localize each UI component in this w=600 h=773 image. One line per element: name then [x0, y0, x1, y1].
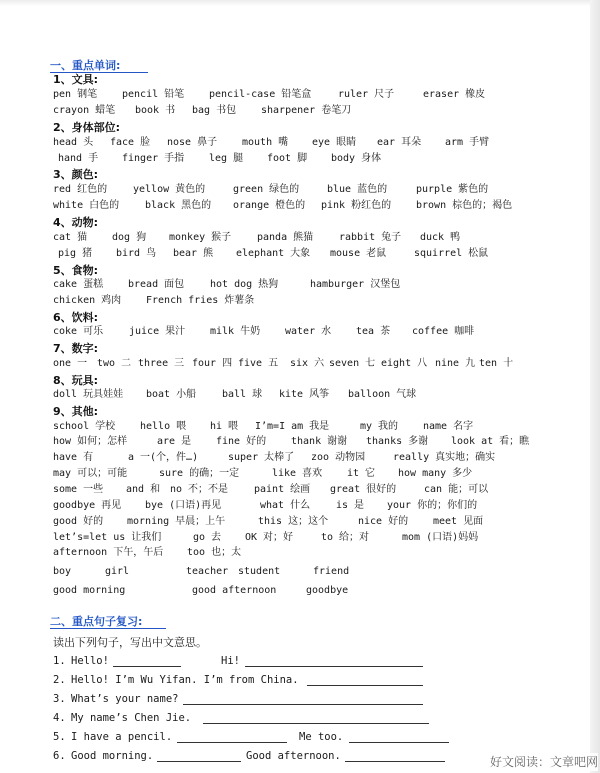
sentence-number: 4. — [53, 712, 66, 724]
section2-title-underline — [50, 628, 166, 629]
vocab-word: great 很好的 — [330, 484, 397, 495]
vocab-word: mouse 老鼠 — [330, 248, 387, 259]
vocab-line — [53, 482, 593, 498]
section2-instruction: 读出下列句子，写出中文意思。 — [53, 636, 207, 649]
vocab-word: boat 小船 — [146, 389, 197, 400]
sentence-text: Hi! — [221, 655, 240, 667]
vocab-word: hot dog 热狗 — [210, 279, 279, 290]
vocab-word: really 真实地；确实 — [393, 452, 496, 463]
vocab-word: and 和 — [126, 484, 161, 495]
vocab-word: four 四 — [192, 358, 233, 369]
sentence-number: 6. — [53, 750, 66, 762]
vocab-word: goodbye 再见 — [53, 500, 122, 511]
vocab-word: blue 蓝色的 — [327, 184, 388, 195]
vocab-word: ball 球 — [222, 389, 263, 400]
vocab-word: two 二 — [97, 358, 132, 369]
vocab-word: monkey 猴子 — [169, 232, 232, 243]
vocab-word: purple 紫色的 — [416, 184, 489, 195]
vocab-word: dog 狗 — [112, 232, 147, 243]
answer-blank[interactable] — [307, 685, 423, 686]
answer-blank[interactable] — [245, 666, 423, 667]
sentence-text: Good morning. — [71, 750, 154, 762]
vocab-word: boy — [53, 566, 72, 577]
vocab-word: I’m=I am 我是 — [255, 421, 330, 432]
vocab-word: kite 风筝 — [279, 389, 330, 400]
category-others-heading: 9、其他: — [53, 405, 99, 418]
sentence-text: Hello! I’m Wu Yifan. I’m from China. — [71, 674, 299, 686]
category-animals-heading: 4、动物: — [53, 216, 99, 229]
vocab-line — [53, 151, 593, 167]
vocab-line — [53, 545, 593, 561]
vocab-word: finger 手指 — [122, 153, 185, 164]
vocab-word: doll 玩具娃娃 — [53, 389, 124, 400]
vocab-line — [53, 182, 593, 198]
sentence-text: Me too. — [299, 731, 344, 743]
vocab-word: chicken 鸡肉 — [53, 295, 122, 306]
vocab-word: white 白色的 — [53, 200, 120, 211]
category-food-heading: 5、食物: — [53, 264, 99, 277]
vocab-word: how many 多少 — [398, 468, 473, 479]
category-toys-heading: 8、玩具: — [53, 374, 99, 387]
vocab-word: green 绿色的 — [233, 184, 300, 195]
vocab-word: pencil-case 铅笔盒 — [209, 89, 312, 100]
answer-blank[interactable] — [157, 761, 241, 762]
vocab-word: teacher — [186, 566, 229, 577]
vocab-word: mom (口语)妈妈 — [402, 532, 479, 543]
page-top-shadow — [0, 0, 600, 6]
vocab-word: leg 腿 — [209, 153, 244, 164]
vocab-word: bird 鸟 — [116, 248, 157, 259]
vocab-word: arm 手臂 — [445, 137, 490, 148]
vocab-line — [53, 198, 593, 214]
vocab-word: good 好的 — [53, 516, 104, 527]
category-drinks-heading: 6、饮料: — [53, 311, 99, 324]
section2-title — [50, 613, 142, 629]
sentence-number: 2. — [53, 674, 66, 686]
vocab-word: rabbit 兔子 — [339, 232, 402, 243]
sentence-number: 5. — [53, 731, 66, 743]
vocab-word: cake 蛋糕 — [53, 279, 104, 290]
vocab-word: bread 面包 — [128, 279, 185, 290]
answer-blank[interactable] — [349, 742, 449, 743]
vocab-word: let’s=let us 让我们 — [53, 532, 162, 543]
vocab-word: cat 猫 — [53, 232, 88, 243]
vocab-word: hello 喂 — [140, 421, 187, 432]
vocab-line — [53, 419, 593, 435]
vocab-line — [53, 277, 593, 293]
category-stationery-heading: 1、文具: — [53, 73, 99, 86]
vocab-line — [53, 324, 593, 340]
vocab-word: three 三 — [138, 358, 185, 369]
vocab-word: eraser 橡皮 — [423, 89, 486, 100]
vocab-word: my 我的 — [360, 421, 399, 432]
vocab-word: how 如何；怎样 — [53, 436, 128, 447]
vocab-word: thank 谢谢 — [291, 436, 348, 447]
vocab-line — [53, 135, 593, 151]
vocab-word: sharpener 卷笔刀 — [261, 105, 352, 116]
vocab-word: afternoon 下午，午后 — [53, 547, 164, 558]
site-watermark: 好文阅读：文章吧网 — [458, 753, 598, 771]
vocab-line — [53, 583, 593, 599]
vocab-word: balloon 气球 — [348, 389, 417, 400]
vocab-line — [53, 356, 593, 372]
vocab-word: seven 七 — [329, 358, 376, 369]
vocab-word: five 五 — [238, 358, 279, 369]
vocab-line — [53, 87, 593, 103]
vocab-word: water 水 — [285, 326, 332, 337]
vocab-word: hamburger 汉堡包 — [310, 279, 401, 290]
vocab-word: pen 钢笔 — [53, 89, 98, 100]
vocab-word: hi 喂 — [210, 421, 239, 432]
vocab-word: some 一些 — [53, 484, 104, 495]
vocab-line — [53, 246, 593, 262]
vocab-word: your 你的；你们的 — [387, 500, 478, 511]
vocab-word: black 黑色的 — [145, 200, 212, 211]
vocab-word: juice 果汁 — [129, 326, 186, 337]
answer-blank[interactable] — [345, 761, 445, 762]
vocab-word: French fries 炸薯条 — [146, 295, 255, 306]
vocab-word: mouth 嘴 — [242, 137, 289, 148]
vocab-word: nice 好的 — [358, 516, 409, 527]
vocab-word: super 太棒了 — [228, 452, 295, 463]
vocab-word: six 六 — [290, 358, 325, 369]
vocab-word: elephant 大象 — [236, 248, 311, 259]
vocab-word: book 书 — [135, 105, 176, 116]
vocab-word: look at 看；瞧 — [451, 436, 530, 447]
vocab-line — [53, 498, 593, 514]
category-colors-heading: 3、颜色: — [53, 168, 99, 181]
vocab-word: pig 猪 — [58, 248, 93, 259]
vocab-word: nose 鼻子 — [167, 137, 218, 148]
vocab-word: have 有 — [53, 452, 94, 463]
category-body-heading: 2、身体部位: — [53, 121, 121, 134]
vocab-word: sure 的确；一定 — [159, 468, 240, 479]
vocab-word: coke 可乐 — [53, 326, 104, 337]
vocab-word: like 喜欢 — [272, 468, 323, 479]
section1-title-text: 一、重点单词: — [50, 59, 121, 72]
vocab-line — [53, 530, 593, 546]
vocab-word: this 这；这个 — [258, 516, 329, 527]
vocab-word: eight 八 — [381, 358, 428, 369]
vocab-line — [53, 103, 593, 119]
vocab-word: tea 茶 — [356, 326, 391, 337]
vocab-word: pink 粉红色的 — [321, 200, 392, 211]
vocab-word: no 不；不是 — [170, 484, 229, 495]
vocab-word: a 一(个，件…) — [128, 452, 199, 463]
sentence-number: 1. — [53, 655, 66, 667]
vocab-word: panda 熊猫 — [257, 232, 314, 243]
vocab-line — [53, 564, 593, 580]
vocab-word: duck 鸭 — [420, 232, 461, 243]
vocab-line — [53, 434, 593, 450]
vocab-word: body 身体 — [331, 153, 382, 164]
vocab-word: goodbye — [306, 585, 349, 596]
vocab-word: can 能；可以 — [424, 484, 489, 495]
vocab-word: milk 牛奶 — [210, 326, 261, 337]
vocab-word: one 一 — [53, 358, 88, 369]
vocab-word: meet 见面 — [433, 516, 484, 527]
vocab-word: nine 九 — [435, 358, 476, 369]
vocab-word: to 给；对 — [321, 532, 370, 543]
vocab-word: yellow 黄色的 — [133, 184, 206, 195]
vocab-word: it 它 — [347, 468, 376, 479]
section2-title-text: 二、重点句子复习: — [50, 615, 143, 628]
vocab-word: red 红色的 — [53, 184, 108, 195]
vocab-word: school 学校 — [53, 421, 116, 432]
sentence-text: What’s your name? — [71, 693, 179, 705]
category-numbers-heading: 7、数字: — [53, 342, 99, 355]
vocab-word: ear 耳朵 — [377, 137, 422, 148]
vocab-word: good afternoon — [192, 585, 277, 596]
vocab-word: fine 好的 — [216, 436, 267, 447]
answer-blank[interactable] — [113, 666, 181, 667]
vocab-line — [53, 230, 593, 246]
sentence-text: Good afternoon. — [246, 750, 341, 762]
vocab-word: ten 十 — [479, 358, 514, 369]
vocab-line — [53, 466, 593, 482]
sentence-number: 3. — [53, 693, 66, 705]
vocab-word: crayon 蜡笔 — [53, 105, 116, 116]
sentence-text: Hello! — [71, 655, 109, 667]
vocab-word: thanks 多谢 — [366, 436, 429, 447]
vocab-word: brown 棕色的；褐色 — [416, 200, 513, 211]
vocab-word: too 也；太 — [187, 547, 242, 558]
vocab-word: face 脸 — [110, 137, 151, 148]
answer-blank[interactable] — [203, 723, 429, 724]
vocab-word: ruler 尺子 — [338, 89, 395, 100]
vocab-word: pencil 铅笔 — [122, 89, 185, 100]
vocab-word: student — [238, 566, 281, 577]
vocab-word: eye 眼睛 — [312, 137, 357, 148]
vocab-word: bear 熊 — [173, 248, 214, 259]
vocab-word: OK 对；好 — [245, 532, 294, 543]
answer-blank[interactable] — [183, 704, 423, 705]
vocab-word: zoo 动物园 — [311, 452, 366, 463]
vocab-line — [53, 387, 593, 403]
vocab-word: go 去 — [193, 532, 222, 543]
vocab-line — [53, 293, 593, 309]
vocab-word: name 名字 — [423, 421, 474, 432]
vocab-word: bag 书包 — [192, 105, 237, 116]
vocab-word: morning 早晨；上午 — [127, 516, 226, 527]
vocab-word: paint 绘画 — [254, 484, 311, 495]
vocab-word: are 是 — [157, 436, 192, 447]
answer-blank[interactable] — [177, 742, 287, 743]
vocab-word: foot 脚 — [267, 153, 308, 164]
vocab-line — [53, 450, 593, 466]
vocab-word: head 头 — [53, 137, 94, 148]
vocab-word: squirrel 松鼠 — [414, 248, 489, 259]
vocab-word: is 是 — [336, 500, 365, 511]
sentence-text: My name’s Chen Jie. — [71, 712, 192, 724]
vocab-word: good morning — [53, 585, 126, 596]
vocab-word: orange 橙色的 — [233, 200, 306, 211]
sentence-text: I have a pencil. — [71, 731, 173, 743]
vocab-word: bye (口语)再见 — [145, 500, 222, 511]
vocab-word: coffee 咖啡 — [412, 326, 475, 337]
vocab-word: may 可以；可能 — [53, 468, 128, 479]
vocab-word: hand 手 — [58, 153, 99, 164]
vocab-word: girl — [105, 566, 130, 577]
vocab-word: what 什么 — [260, 500, 311, 511]
vocab-line — [53, 514, 593, 530]
vocab-word: friend — [313, 566, 350, 577]
